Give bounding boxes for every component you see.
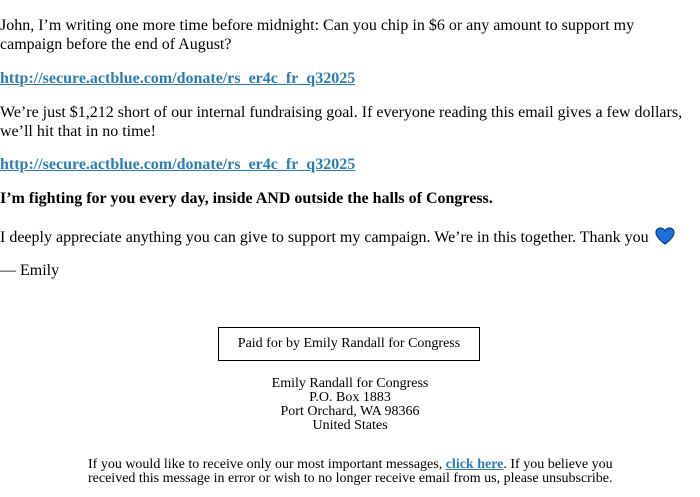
donate-link-paragraph-2 [0,155,355,174]
address-city-state-zip: Port Orchard, WA 98366 [280,404,420,419]
goal-paragraph: We’re just $1,212 short of our internal fundraising goal. If everyone reading this email gives a few dollars, we’ll hit that in no time! [0,104,683,140]
thank-you-text: I deeply appreciate anything you can give to support my campaign. We’re in this together. Thank you [0,229,649,246]
unsubscribe-text-after: . If you believe you received this message in error or wish to no longer receive email from us, please unsubscribe. [88,457,613,486]
paid-for-disclaimer: Paid for by Emily Randall for Congress [218,327,480,361]
mailing-address [0,377,700,433]
address-country: United States [312,418,388,433]
address-po-box: P.O. Box 1883 [309,390,391,405]
unsubscribe-notice [88,458,628,486]
unsubscribe-text-before: If you would like to receive only our most important messages, [88,457,446,472]
fighting-paragraph: I’m fighting for you every day, inside AND outside the halls of Congress. [0,190,493,207]
blue-heart-icon [655,227,675,245]
signoff: — Emily [0,262,60,279]
donate-link-2[interactable]: http://secure.actblue.com/donate/rs_er4c_fr_q32025 [0,156,356,173]
intro-paragraph: John, I’m writing one more time before midnight: Can you chip in $6 or any amount to support my campaign before the end of August? [0,17,635,53]
thank-you-paragraph [0,227,700,247]
donate-link-paragraph-1 [0,69,355,88]
donate-link-1[interactable]: http://secure.actblue.com/donate/rs_er4c_fr_q32025 [0,70,356,87]
address-org: Emily Randall for Congress [271,376,429,391]
preferences-link[interactable]: click here [445,457,504,472]
